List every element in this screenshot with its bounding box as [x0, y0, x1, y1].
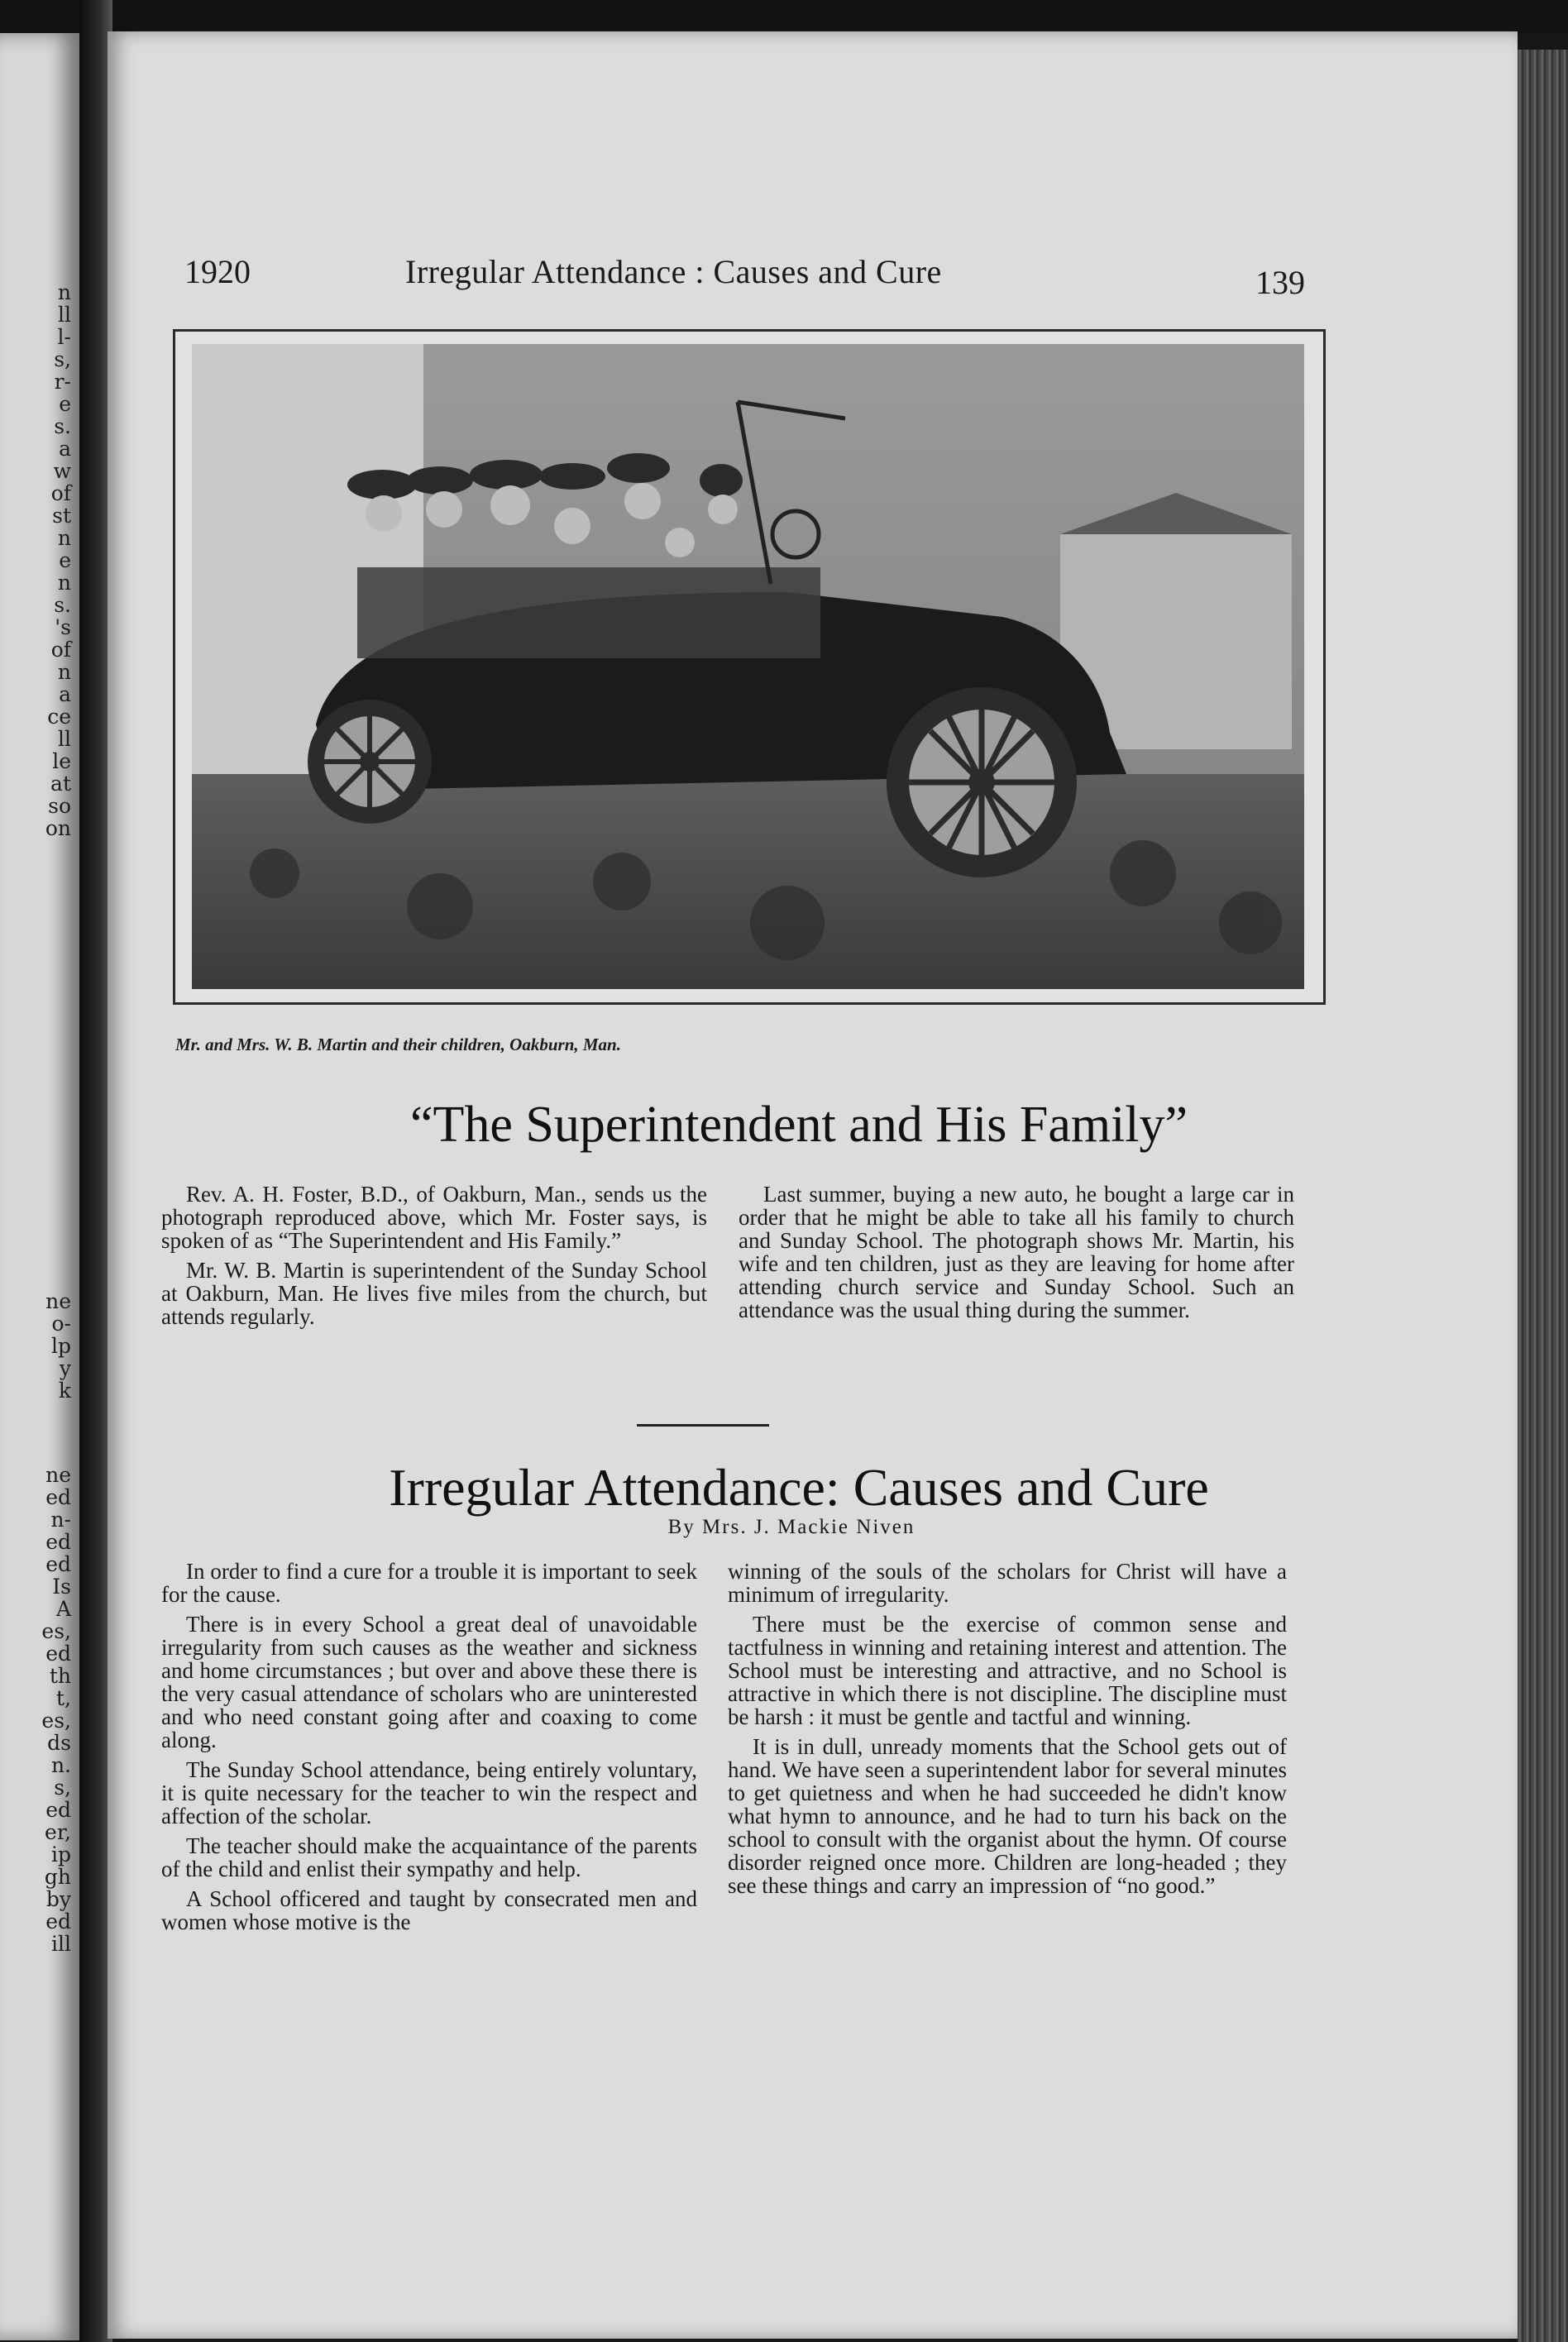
facing-page-fragment: th: [49, 1664, 71, 1688]
facing-page-fragment: e: [59, 392, 71, 416]
facing-page-fragment: Is: [52, 1575, 71, 1599]
page-number: 139: [1255, 264, 1305, 301]
facing-page-fragment: 's: [55, 615, 71, 639]
facing-page-fragment: ed: [45, 1485, 71, 1509]
paragraph: Last summer, buying a new auto, he bought a large car in order that he might be able to take all his family to church and Sunday School. The photograph shows Mr. Martin, his wife and ten children, just as they are leaving for home after attending church service and Sunday School. Such an attendance was the usual thing during the summer.: [739, 1182, 1294, 1322]
facing-page-fragment: k: [58, 1379, 71, 1403]
paragraph: The teacher should make the acquaintance of the parents of the child and enlist their sympathy and help.: [161, 1833, 697, 1881]
facing-page-fragment: er,: [45, 1820, 71, 1844]
facing-page-fragment: n: [57, 660, 71, 684]
scan-top-border: [0, 0, 1568, 33]
byline: By Mrs. J. Mackie Niven: [667, 1516, 915, 1538]
facing-page-fragment: w: [53, 459, 71, 483]
facing-page-fragment: st: [52, 504, 71, 528]
paragraph: A School officered and taught by consecrated men and women whose motive is the: [161, 1886, 697, 1934]
facing-page-fragment: s.: [54, 414, 71, 438]
article-title: Irregular Attendance: Causes and Cure: [389, 1458, 1209, 1517]
facing-page-fragment: ip: [51, 1843, 71, 1866]
family-car-photo: [192, 344, 1304, 989]
facing-page-fragment: s,: [54, 347, 71, 371]
paragraph: winning of the souls of the scholars for Christ will have a minimum of irregularity.: [728, 1559, 1287, 1607]
section-divider: [637, 1424, 769, 1427]
facing-page-fragment: ed: [45, 1909, 71, 1933]
facing-page-fragment: gh: [44, 1865, 71, 1889]
facing-page-fragment: at: [50, 772, 71, 796]
facing-page-fragment: e: [59, 548, 71, 572]
facing-page-fragment: ds: [47, 1731, 71, 1755]
paragraph: There is in every School a great deal of unavoidable irregularity from such causes as the weather and sickness and home circumstances ; but over and above these there is the very casual attendance of scholars who are uninterested and who need constant going after and coaxing to come along.: [161, 1612, 697, 1752]
facing-page-fragment: n: [57, 571, 71, 595]
facing-page-fragment: s,: [54, 1776, 71, 1800]
facing-page-fragment: s.: [54, 593, 71, 617]
facing-page-fragment: ne: [45, 1289, 71, 1313]
facing-page-fragment: o-: [51, 1312, 71, 1336]
facing-page-fragment: ed: [45, 1552, 71, 1576]
facing-page-fragment: by: [45, 1887, 71, 1911]
article1-right-column: [739, 1183, 1294, 1328]
facing-page-fragment: so: [48, 794, 71, 818]
paragraph: In order to find a cure for a trouble it is important to seek for the cause.: [161, 1559, 697, 1607]
page-edges: [1518, 50, 1568, 2342]
article2-left-column: [161, 1560, 697, 1940]
facing-page-fragment: n: [57, 280, 71, 304]
facing-page-fragment: t,: [56, 1686, 71, 1710]
facing-page-fragment: a: [59, 437, 71, 461]
paragraph: Rev. A. H. Foster, B.D., of Oakburn, Man., sends us the photograph reproduced above, which Mr. Foster says, is spoken of as “The Superintendent and His Family.”: [161, 1182, 707, 1253]
facing-page-fragment: n-: [50, 1508, 71, 1532]
facing-page-fragment: es,: [41, 1619, 71, 1643]
article2-right-column: [728, 1560, 1287, 1904]
facing-page-fragment: ne: [45, 1463, 71, 1487]
facing-page-fragment: le: [52, 749, 71, 773]
photograph-frame: [173, 329, 1326, 1005]
paragraph: It is in dull, unready moments that the School gets out of hand. We have seen a superintendent labor for several minutes to get quietness and when he had succeeded he didn't know what hymn to announce, and he had to turn his back on the school to consult with the organist about the hymn. Of course disorder reigned once more. Children are long-headed ; they see these things and carry an impression of “no good.”: [728, 1734, 1287, 1898]
facing-page-fragment: ll: [58, 303, 71, 327]
facing-page-fragment: ed: [45, 1798, 71, 1822]
facing-page-fragment: lp: [51, 1334, 71, 1358]
facing-page-fragment: r-: [54, 370, 71, 394]
facing-page-fragment: on: [45, 816, 71, 840]
facing-page-fragment: es,: [41, 1709, 71, 1733]
facing-page-fragment: A: [55, 1597, 71, 1621]
facing-page: [0, 33, 79, 2340]
facing-page-fragment: n: [57, 526, 71, 550]
facing-page-fragment: y: [59, 1356, 71, 1380]
facing-page-fragment: ill: [51, 1932, 71, 1956]
facing-page-fragment: ce: [47, 705, 71, 729]
header-year: 1920: [184, 253, 251, 290]
facing-page-fragment: a: [59, 682, 71, 706]
article1-left-column: [161, 1183, 707, 1335]
paragraph: Mr. W. B. Martin is superintendent of the Sunday School at Oakburn, Man. He lives five miles from the church, but attends regularly.: [161, 1258, 707, 1329]
photo-caption: Mr. and Mrs. W. B. Martin and their children, Oakburn, Man.: [175, 1035, 621, 1054]
paragraph: There must be the exercise of common sense and tactfulness in winning and retaining interest and attention. The School must be interesting and attractive, and no School is attractive in which there is not discipline. The discipline must be harsh : it must be gentle and tactful and winning.: [728, 1612, 1287, 1729]
facing-page-fragment: ll: [58, 727, 71, 751]
facing-page-fragment: ed: [45, 1530, 71, 1554]
facing-page-fragment: of: [50, 638, 71, 662]
article-title: “The Superintendent and His Family”: [409, 1097, 1188, 1153]
facing-page-fragment: ed: [45, 1642, 71, 1666]
facing-page-fragment: l-: [57, 325, 71, 349]
running-title: Irregular Attendance : Causes and Cure: [405, 253, 942, 290]
facing-page-fragment: of: [50, 481, 71, 505]
facing-page-fragment: n.: [50, 1753, 71, 1777]
paragraph: The Sunday School attendance, being entirely voluntary, it is quite necessary for the teacher to win the respect and affection of the scholar.: [161, 1757, 697, 1828]
